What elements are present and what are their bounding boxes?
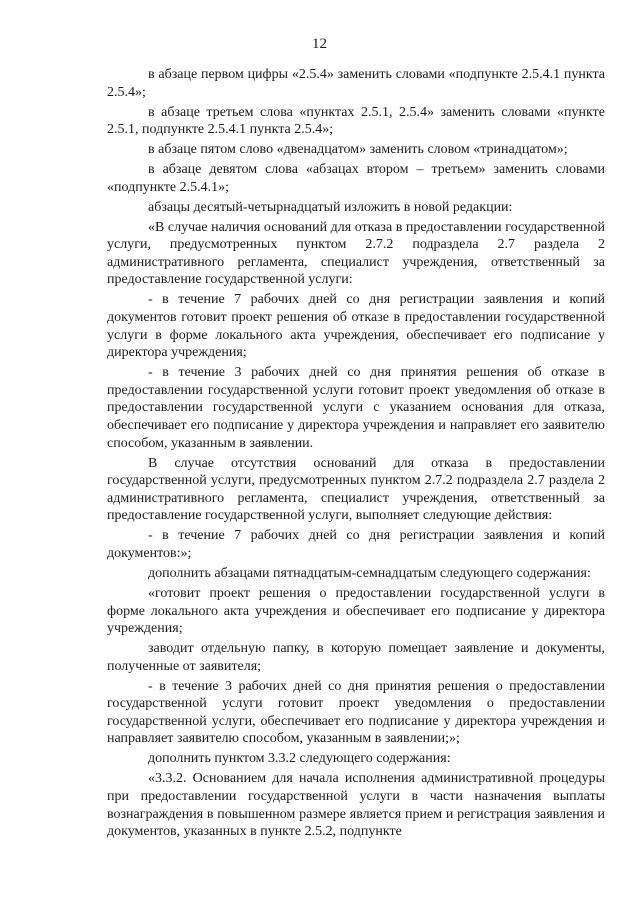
paragraph: «В случае наличия оснований для отказа в предоставлении государственной услуги, предусмотренных пунктом 2.7.2 подраздела 2.7 раздела 2 административного регламента, специалист учреждения, ответственный за предоставление государственной услуги: xyxy=(107,219,605,288)
paragraph: в абзаце третьем слова «пунктах 2.5.1, 2.5.4» заменить словами «пункте 2.5.1, подпункте 2.5.4.1 пункта 2.5.4»; xyxy=(107,104,605,138)
paragraph: в абзаце первом цифры «2.5.4» заменить словами «подпункте 2.5.4.1 пункта 2.5.4»; xyxy=(107,67,605,100)
paragraph: в абзаце пятом слово «двенадцатом» заменить словом «тринадцатом»; xyxy=(148,142,568,158)
paragraph: - в течение 3 рабочих дней со дня принятия решения о предоставлении государственной услуги готовит проект уведомления о предоставлении государственной услуги, обеспечивает его подписание у директора учреждения и направляет заявителю способом, указанным в заявлении;»; xyxy=(107,678,605,747)
document-body xyxy=(107,66,605,843)
paragraph: В случае отсутствия оснований для отказа в предоставлении государственной услуги, предусмотренных пунктом 2.7.2 подраздела 2.7 раздела 2 административного регламента, специалист учреждения, ответственный за предоставление государственной услуги, выполняет следующие действия: xyxy=(107,455,605,524)
paragraph: «готовит проект решения о предоставлении государственной услуги в форме локального акта учреждения и обеспечивает его подписание у директора учреждения; xyxy=(107,585,605,637)
paragraph: абзацы десятый-четырнадцатый изложить в новой редакции: xyxy=(148,199,513,215)
paragraph: - в течение 7 рабочих дней со дня регистрации заявления и копий документов готовит проект решения об отказе в предоставлении государственной услуги в форме локального акта учреждения, обеспечивает его подписание у директора учреждения; xyxy=(107,292,605,361)
paragraph: дополнить абзацами пятнадцатым-семнадцатым следующего содержания: xyxy=(148,565,591,581)
paragraph: - в течение 3 рабочих дней со дня принятия решения об отказе в предоставлении государственной услуги готовит проект уведомления об отказе в предоставлении государственной услуги с указанием основания для отказа, обеспечивает его подписание у директора учреждения и направляет его заявителю способом, указанным в заявлении. xyxy=(107,365,605,451)
page-number: 12 xyxy=(312,36,327,52)
paragraph: «3.3.2. Основанием для начала исполнения административной процедуры при предоставлении государственной услуги в части назначения выплаты вознаграждения в повышенном размере является прием и регистрация заявления и документов, указанных в пункте 2.5.2, подпункте xyxy=(107,771,605,840)
paragraph: дополнить пунктом 3.3.2 следующего содержания: xyxy=(148,751,451,767)
paragraph: в абзаце девятом слова «абзацах втором – третьем» заменить словами «подпункте 2.5.4.1»; xyxy=(107,162,605,195)
paragraph: - в течение 7 рабочих дней со дня регистрации заявления и копий документов:»; xyxy=(107,528,605,561)
paragraph: заводит отдельную папку, в которую помещает заявление и документы, полученные от заявителя; xyxy=(107,641,605,674)
